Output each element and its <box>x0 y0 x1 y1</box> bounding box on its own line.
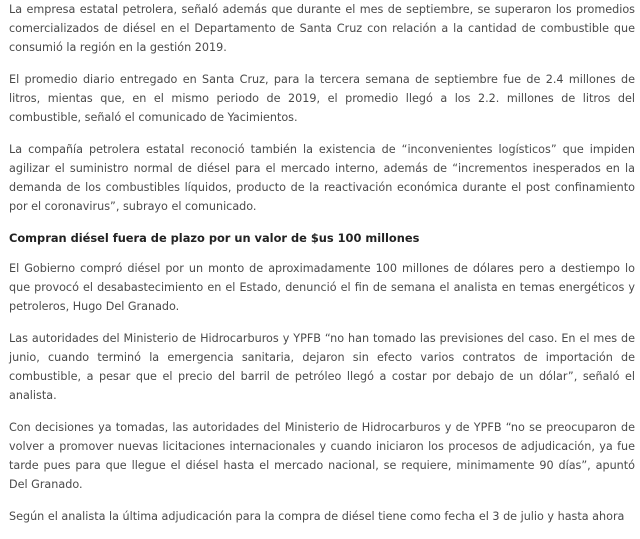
article-paragraph: El promedio diario entregado en Santa Cruz, para la tercera semana de septiembre fue de 2.4 millones de litros, mientas que, en el mismo periodo de 2019, el promedio llegó a los 2.2. millones de litros del combustible, señaló el comunicado de Yacimientos. <box>9 73 635 124</box>
article-paragraph: Con decisiones ya tomadas, las autoridades del Ministerio de Hidrocarburos y de YPFB “no se preocuparon de volver a promover nuevas licitaciones internacionales y cuando iniciaron los procesos de adjudicación, ya fue tarde pues para que llegue el diésel hasta el mercado nacional, se requiere, minimamente 90 días”, apuntó Del Granado. <box>9 421 635 491</box>
article-paragraph: Las autoridades del Ministerio de Hidrocarburos y YPFB “no han tomado las previsiones del caso. En el mes de junio, cuando terminó la emergencia sanitaria, dejaron sin efecto varios contratos de importación de combustible, a pesar que el precio del barril de petróleo llegó a costar por debajo de un dólar”, señaló el analista. <box>9 332 635 402</box>
article-paragraph: Según el analista la última adjudicación para la compra de diésel tiene como fecha el 3 de julio y hasta ahora <box>9 510 625 523</box>
article-paragraph: La compañía petrolera estatal reconoció también la existencia de “inconvenientes logísticos” que impiden agilizar el suministro normal de diésel para el mercado interno, además de “incrementos inesperados en la demanda de los combustibles líquidos, producto de la reactivación económica durante el post confinamiento por el coronavirus”, subrayo el comunicado. <box>9 143 635 213</box>
article-body <box>9 0 635 539</box>
article-paragraph: El Gobierno compró diésel por un monto de aproximadamente 100 millones de dólares pero a destiempo lo que provocó el desabastecimiento en el Estado, denunció el fin de semana el analista en temas energéticos y petroleros, Hugo Del Granado. <box>9 262 635 313</box>
article-subheading: Compran diésel fuera de plazo por un valor de $us 100 millones <box>9 231 420 245</box>
article-paragraph: La empresa estatal petrolera, señaló además que durante el mes de septiembre, se superaron los promedios comercializados de diésel en el Departamento de Santa Cruz con relación a la cantidad de combustible que consumió la región en la gestión 2019. <box>9 3 635 54</box>
